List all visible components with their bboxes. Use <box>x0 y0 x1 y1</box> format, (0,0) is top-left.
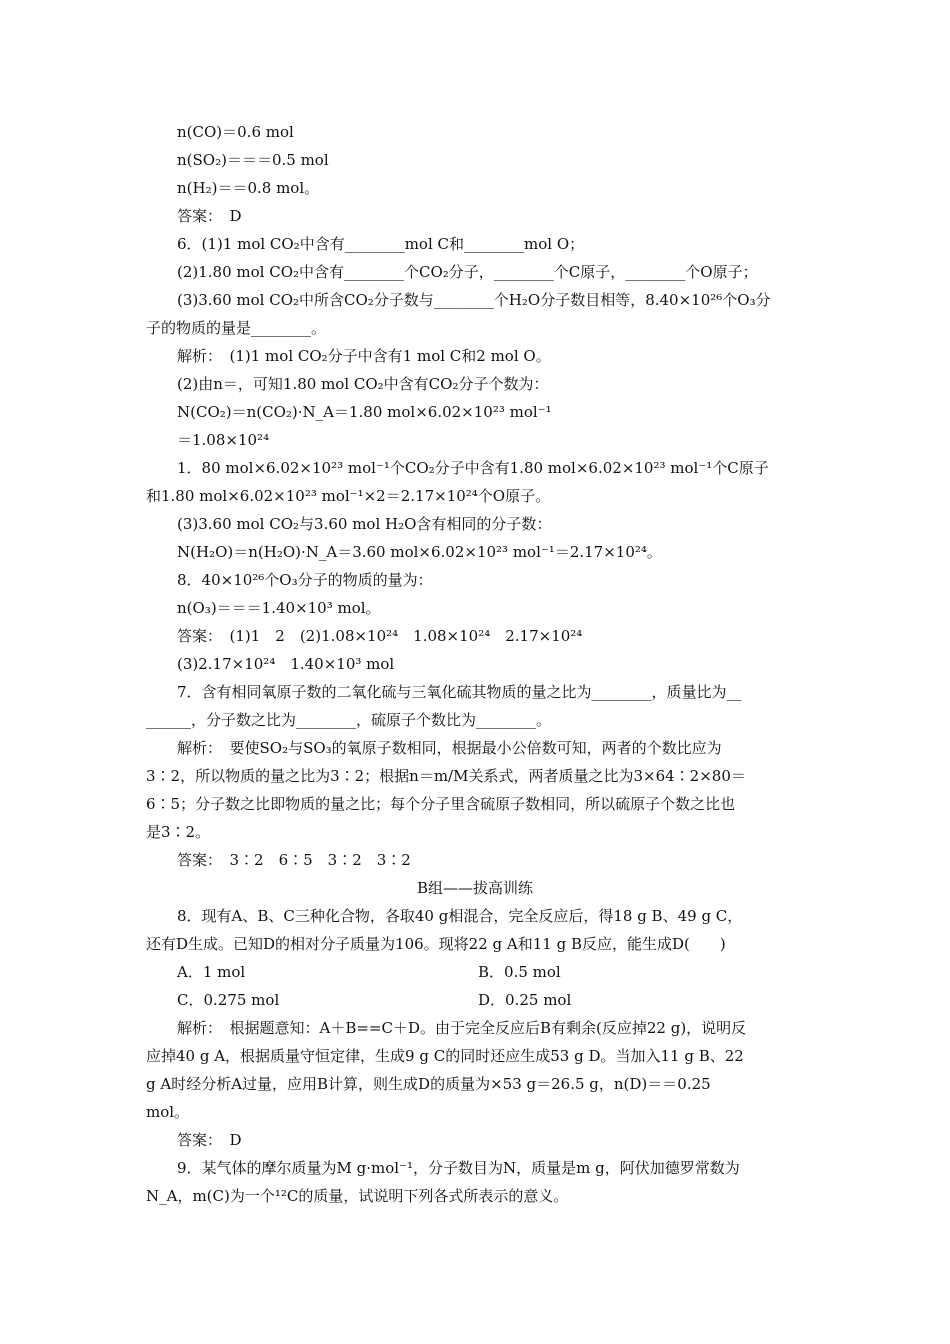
question-8-line: 还有D生成。已知D的相对分子质量为106。现将22 g A和11 g B反应，能生成D( ) <box>146 935 726 953</box>
analysis-line: (3)3.60 mol CO₂与3.60 mol H₂O含有相同的分子数： <box>177 515 552 533</box>
question-6-line: (3)3.60 mol CO₂中所含CO₂分子数与________个H₂O分子数目相等，8.40×10²⁶个O₃分 <box>177 291 771 309</box>
answer-line: 答案： D <box>177 1131 242 1149</box>
analysis-line: 解析： 要使SO₂与SO₃的氧原子数相同，根据最小公倍数可知，两者的个数比应为 <box>177 739 722 757</box>
question-6-line: (2)1.80 mol CO₂中含有________个CO₂分子，________个C原子，________个O原子； <box>177 263 758 281</box>
option-a: A．1 mol <box>177 963 246 981</box>
question-6-line: 6．(1)1 mol CO₂中含有________mol C和________mol O； <box>177 235 585 253</box>
answer-line: 答案： 3∶2 6∶5 3∶2 3∶2 <box>177 851 411 869</box>
analysis-line: 1．80 mol×6.02×10²³ mol⁻¹个CO₂分子中含有1.80 mol×6.02×10²³ mol⁻¹个C原子 <box>177 459 769 477</box>
question-9-line: 9．某气体的摩尔质量为M g·mol⁻¹，分子数目为N，质量是m g，阿伏加德罗常数为 <box>177 1159 740 1177</box>
question-6-line: 子的物质的量是________。 <box>146 319 327 337</box>
section-heading: B组——拔高训练 <box>416 879 534 897</box>
analysis-line: 6∶5；分子数之比即物质的量之比；每个分子里含硫原子数相同，所以硫原子个数之比也 <box>146 795 736 813</box>
analysis-line: 8．40×10²⁶个O₃分子的物质的量为： <box>177 571 433 589</box>
analysis-line: 解析： 根据题意知：A＋B==C＋D。由于完全反应后B有剩余(反应掉22 g)，说明反 <box>177 1019 747 1037</box>
text-line: n(H₂)＝＝0.8 mol。 <box>177 179 320 197</box>
option-c: C．0.275 mol <box>177 991 280 1009</box>
analysis-line: 应掉40 g A，根据质量守恒定律，生成9 g C的同时还应生成53 g D。当加入11 g B、22 <box>146 1047 744 1065</box>
formula-line: N(H₂O)＝n(H₂O)·N_A＝3.60 mol×6.02×10²³ mol⁻¹＝2.17×10²⁴。 <box>177 543 662 561</box>
analysis-line: 和1.80 mol×6.02×10²³ mol⁻¹×2＝2.17×10²⁴个O原子。 <box>146 487 551 505</box>
text-line: n(SO₂)＝＝＝0.5 mol <box>177 151 329 169</box>
option-d: D．0.25 mol <box>478 991 572 1009</box>
analysis-line: 3∶2，所以物质的量之比为3∶2；根据n＝m/M关系式，两者质量之比为3×64∶2×80＝ <box>146 767 746 785</box>
formula-line: n(O₃)＝＝＝1.40×10³ mol。 <box>177 599 381 617</box>
answer-line: (3)2.17×10²⁴ 1.40×10³ mol <box>177 655 395 673</box>
answer-line: 答案： D <box>177 207 242 225</box>
question-8-line: 8．现有A、B、C三种化合物，各取40 g相混合，完全反应后，得18 g B、49 g C， <box>177 907 743 925</box>
text-line: n(CO)＝0.6 mol <box>177 123 294 141</box>
question-7-line: 7．含有相同氧原子数的二氧化硫与三氧化硫其物质的量之比为________，质量比为__ <box>177 683 742 701</box>
question-7-line: ______，分子数之比为________，硫原子个数比为________。 <box>146 711 552 729</box>
formula-line: ＝1.08×10²⁴ <box>177 431 270 449</box>
analysis-line: 是3∶2。 <box>146 823 211 841</box>
analysis-line: (2)由n＝，可知1.80 mol CO₂中含有CO₂分子个数为： <box>177 375 549 393</box>
answer-line: 答案： (1)1 2 (2)1.08×10²⁴ 1.08×10²⁴ 2.17×10²⁴ <box>177 627 583 645</box>
question-9-line: N_A，m(C)为一个¹²C的质量，试说明下列各式所表示的意义。 <box>146 1187 569 1205</box>
formula-line: N(CO₂)＝n(CO₂)·N_A＝1.80 mol×6.02×10²³ mol⁻¹ <box>177 403 552 421</box>
analysis-line: 解析： (1)1 mol CO₂分子中含有1 mol C和2 mol O。 <box>177 347 551 365</box>
option-b: B．0.5 mol <box>478 963 561 981</box>
analysis-line: mol。 <box>146 1103 190 1121</box>
analysis-line: g A时经分析A过量，应用B计算，则生成D的质量为×53 g＝26.5 g，n(D)＝＝0.25 <box>146 1075 711 1093</box>
